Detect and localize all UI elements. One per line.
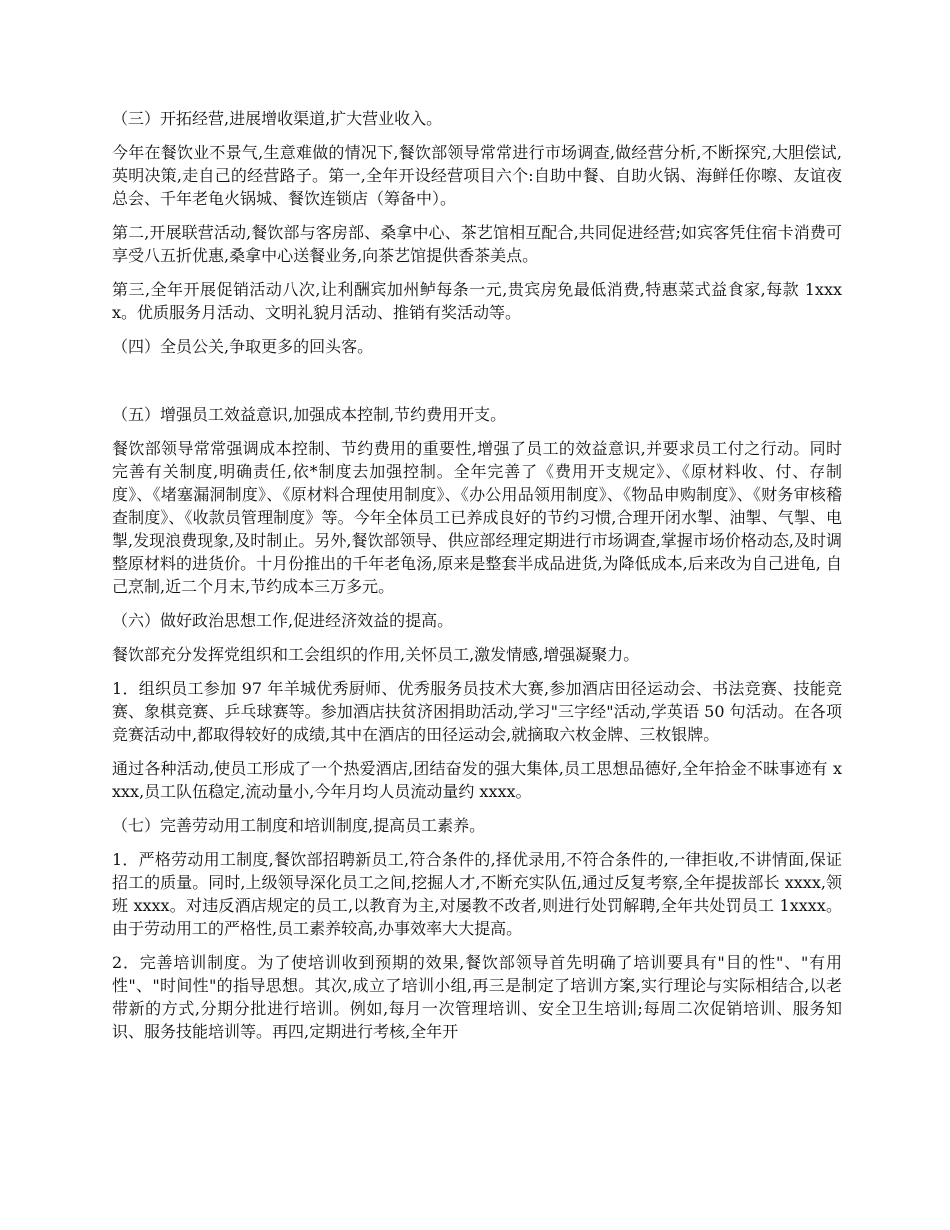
blank-space — [112, 369, 842, 403]
numbered-paragraph: 1．严格劳动用工制度,餐饮部招聘新员工,符合条件的,择优录用,不符合条件的,一律拒收,不讲情面,保证招工的质量。同时,上级领导深化员工之间,挖掘人才,不断充实队伍,通过反复考察,全年提拔部长 xxxx,领班 xxxx。对违反酒店规定的员工,以教育为主,对屡教不改者,则进行处罚解聘,全年共处罚员工 1xxxx。由于劳动用工的严格性,员工素养较高,办事效率大大提高。 — [112, 850, 842, 938]
section-heading-4: （四）全员公关,争取更多的回头客。 — [112, 337, 374, 356]
section-heading-5: （五）增强员工效益意识,加强成本控制,节约费用开支。 — [112, 405, 507, 424]
paragraph: 通过各种活动,使员工形成了一个热爱酒店,团结奋发的强大集体,员工思想品德好,全年拾金不昧事迹有 xxxx,员工队伍稳定,流动量小,今年月均人员流动量约 xxxx。 — [112, 759, 842, 801]
numbered-paragraph: 2．完善培训制度。为了使培训收到预期的效果,餐饮部领导首先明确了培训要具有"目的性"、"有用性"、"时间性"的指导思想。其次,成立了培训小组,再三是制定了培训方案,实行理论与实际相结合,以老带新的方式,分期分批进行培训。例如,每月一次管理培训、安全卫生培训;每周二次促销培训、服务知识、服务技能培训等。再四,定期进行考核,全年开 — [112, 953, 842, 1041]
document-page — [112, 107, 842, 1054]
section-heading-7: （七）完善劳动用工制度和培训制度,提高员工素养。 — [112, 816, 486, 835]
paragraph: 餐饮部领导常常强调成本控制、节约费用的重要性,增强了员工的效益意识,并要求员工付之行动。同时完善有关制度,明确责任,依*制度去加强控制。全年完善了《费用开支规定》、《原材料收、付、存制度》、《堵塞漏洞制度》、《原材料合理使用制度》、《办公用品领用制度》、《物品申购制度》、《财务审核稽查制度》、《收款员管理制度》等。今年全体员工已养成良好的节约习惯,合理开闭水掣、油掣、气掣、电掣,发现浪费现象,及时制止。另外,餐饮部领导、供应部经理定期进行市场调查,掌握市场价格动态,及时调整原材料的进货价。十月份推出的千年老龟汤,原来是整套半成品进货,为降低成本,后来改为自己进龟, 自己烹制,近二个月末,节约成本三万多元。 — [112, 439, 842, 596]
numbered-paragraph: 1．组织员工参加 97 年羊城优秀厨师、优秀服务员技术大赛,参加酒店田径运动会、书法竞赛、技能竞赛、象棋竞赛、乒乓球赛等。参加酒店扶贫济困捐助活动,学习"三字经"活动,学英语 50 句活动。在各项竞赛活动中,都取得较好的成绩,其中在酒店的田径运动会,就摘取六枚金牌、三枚银牌。 — [112, 679, 842, 744]
paragraph: 第三,全年开展促销活动八次,让利酬宾加州鲈每条一元,贵宾房免最低消费,特惠菜式益食家,每款 1xxxx。优质服务月活动、文明礼貌月活动、推销有奖活动等。 — [112, 280, 842, 322]
section-heading-3: （三）开拓经营,进展增收渠道,扩大营业收入。 — [112, 109, 443, 128]
paragraph: 今年在餐饮业不景气,生意难做的情况下,餐饮部领导常常进行市场调查,做经营分析,不断探究,大胆偿试,英明决策,走自己的经营路子。第一,全年开设经营项目六个:自助中餐、自助火锅、海鲜任你嚓、友谊夜总会、千年老龟火锅城、餐饮连锁店（筹备中）。 — [112, 143, 842, 208]
paragraph: 第二,开展联营活动,餐饮部与客房部、桑拿中心、茶艺馆相互配合,共同促进经营;如宾客凭住宿卡消费可享受八五折优惠,桑拿中心送餐业务,向茶艺馆提供香茶美点。 — [112, 223, 842, 265]
paragraph: 餐饮部充分发挥党组织和工会组织的作用,关怀员工,激发情感,增强凝聚力。 — [112, 645, 640, 664]
section-heading-6: （六）做好政治思想工作,促进经济效益的提高。 — [112, 611, 454, 630]
